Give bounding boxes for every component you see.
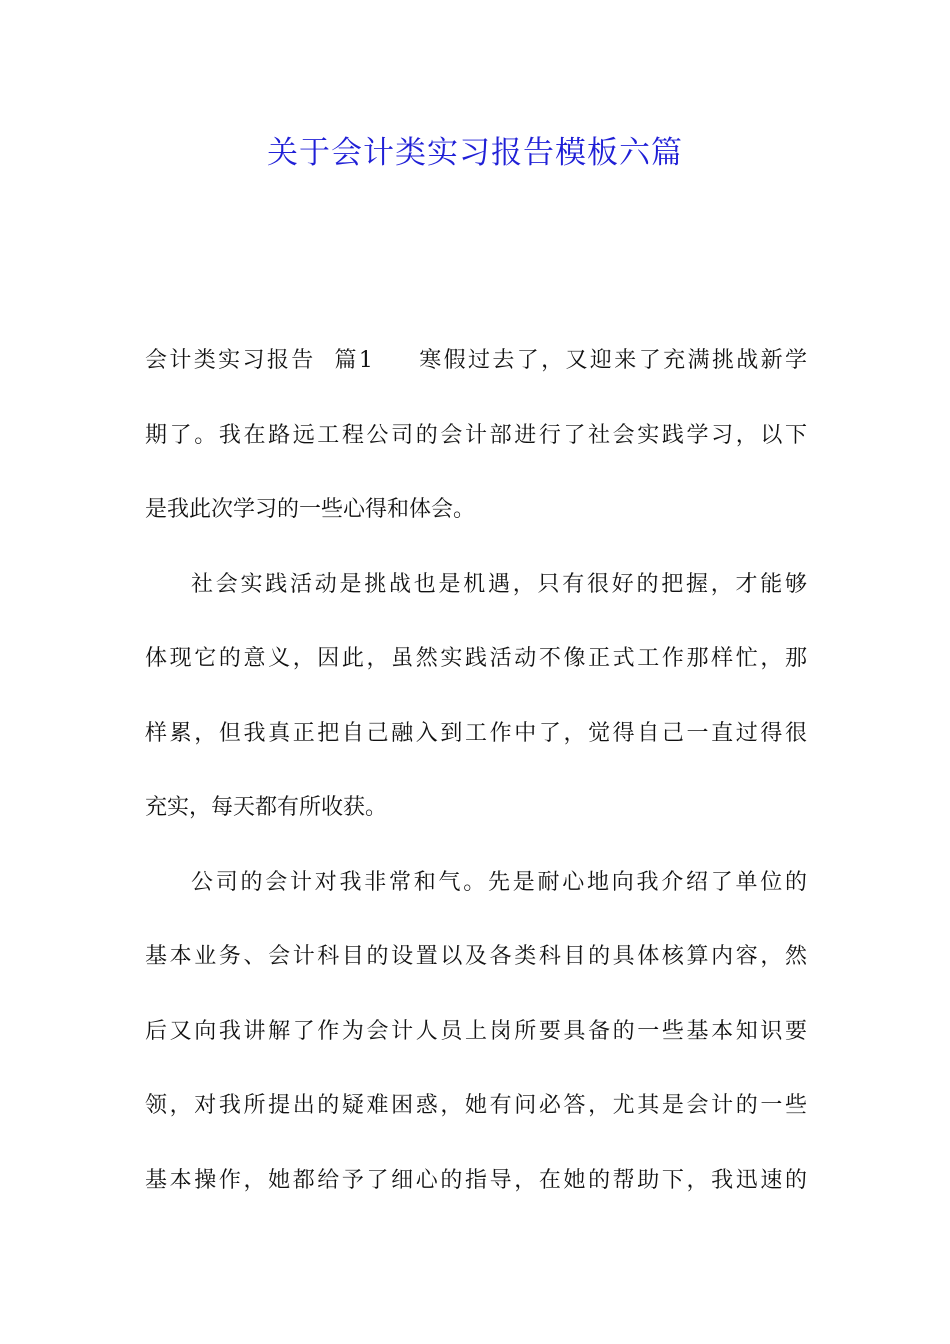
section-heading: 会计类实习报告 篇1 [145, 348, 373, 373]
paragraph-line: 公司的会计对我非常和气。先是耐心地向我介绍了单位的 [191, 869, 807, 895]
document-title: 关于会计类实习报告模板六篇 [267, 135, 683, 171]
paragraph-line: 基本业务、会计科目的设置以及各类科目的具体核算内容，然 [145, 944, 807, 969]
paragraph-line: 体现它的意义，因此，虽然实践活动不像正式工作那样忙，那 [145, 646, 807, 671]
paragraph-line: 是我此次学习的一些心得和体会。 [145, 497, 476, 522]
paragraph-line: 基本操作，她都给予了细心的指导，在她的帮助下，我迅速的 [145, 1167, 807, 1193]
paragraph-line: 社会实践活动是挑战也是机遇，只有很好的把握，才能够 [191, 571, 807, 597]
paragraph-text: 寒假过去了，又迎来了充满挑战新学 [416, 348, 807, 373]
paragraph-line: 充实，每天都有所收获。 [145, 795, 388, 820]
paragraph-line: 样累，但我真正把自己融入到工作中了，觉得自己一直过得很 [145, 720, 807, 746]
paragraph-line [145, 336, 807, 411]
paragraph-line: 领，对我所提出的疑难困惑，她有问必答，尤其是会计的一些 [145, 1093, 807, 1118]
document-body [145, 336, 807, 1230]
paragraph-line: 后又向我讲解了作为会计人员上岗所要具备的一些基本知识要 [145, 1018, 807, 1044]
paragraph-line: 期了。我在路远工程公司的会计部进行了社会实践学习，以下 [145, 422, 807, 448]
